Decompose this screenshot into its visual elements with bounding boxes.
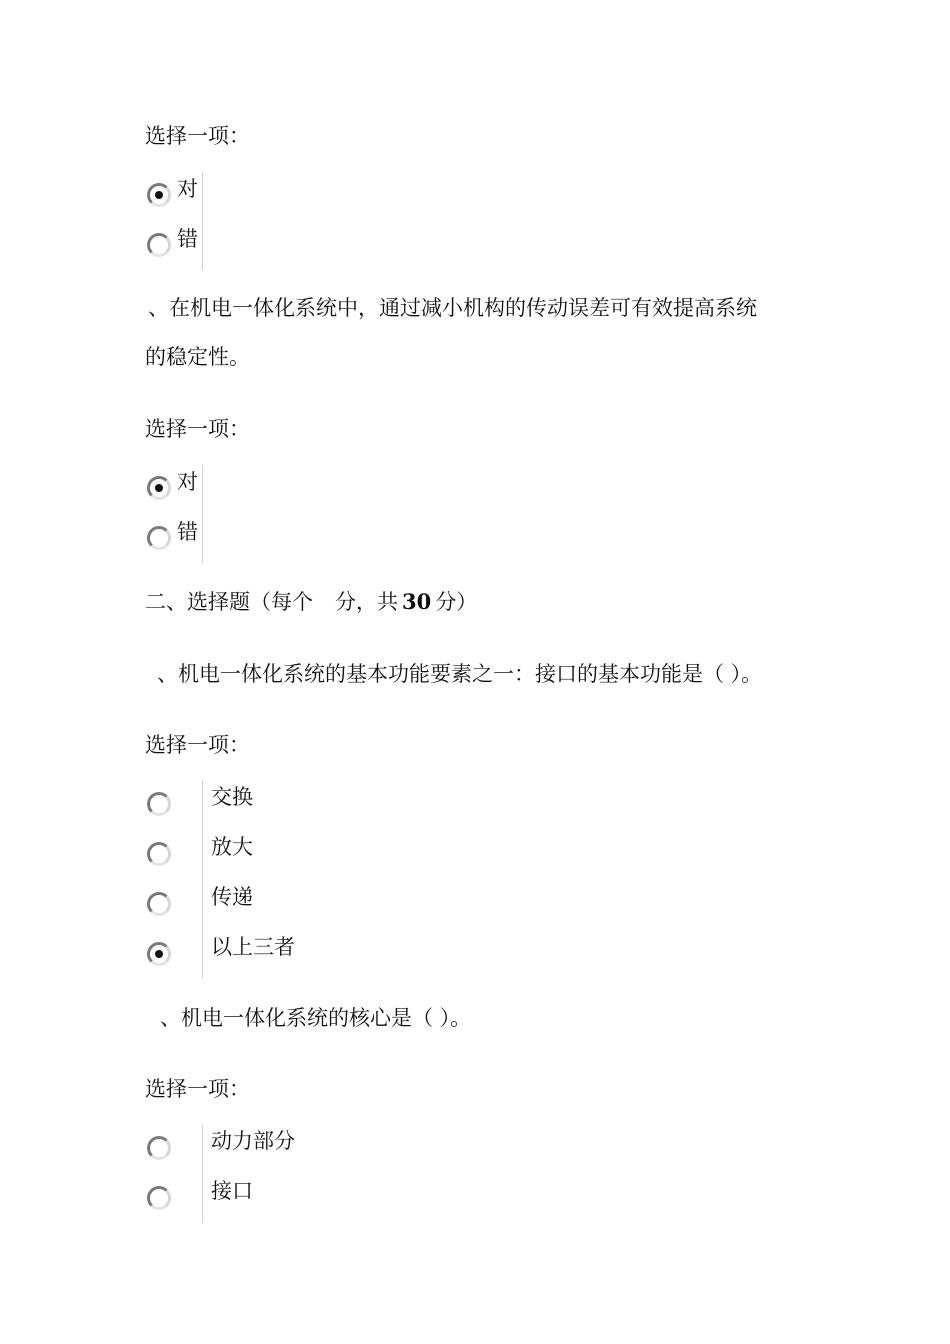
- option-label-b: 放大: [211, 835, 253, 859]
- choose-one-prompt: 选择一项：: [145, 124, 250, 148]
- choose-one-prompt: 选择一项：: [145, 733, 250, 757]
- radio-option-b[interactable]: [147, 1186, 171, 1210]
- radio-option-a[interactable]: [147, 792, 171, 816]
- section-heading-suffix: 分）: [435, 590, 478, 614]
- radio-option-a[interactable]: [147, 1136, 171, 1160]
- option-label-true: 对: [177, 177, 198, 201]
- radio-option-true[interactable]: [147, 476, 171, 500]
- option-label-false: 错: [177, 520, 198, 544]
- radio-option-d[interactable]: [147, 942, 171, 966]
- option-divider: [202, 780, 203, 978]
- option-label-a: 动力部分: [211, 1129, 295, 1153]
- option-label-a: 交换: [211, 785, 253, 809]
- section-heading-middle: 分，共: [335, 590, 398, 614]
- section-heading-prefix: 二、选择题（每个: [145, 590, 313, 614]
- question-text: 、机电一体化系统的基本功能要素之一：接口的基本功能是（ ）。: [157, 662, 763, 686]
- option-divider: [202, 465, 203, 563]
- choose-one-prompt: 选择一项：: [145, 417, 250, 441]
- radio-option-c[interactable]: [147, 892, 171, 916]
- option-label-true: 对: [177, 470, 198, 494]
- option-divider: [202, 1125, 203, 1223]
- question-text-continued: 的稳定性。: [145, 345, 250, 369]
- radio-option-true[interactable]: [147, 183, 171, 207]
- radio-option-false[interactable]: [147, 233, 171, 257]
- choose-one-prompt: 选择一项：: [145, 1077, 250, 1101]
- section-total-score: 30: [402, 589, 432, 614]
- option-label-d: 以上三者: [211, 935, 295, 959]
- question-text: 、在机电一体化系统中，通过减小机构的传动误差可有效提高系统: [148, 296, 757, 320]
- option-label-c: 传递: [211, 885, 253, 909]
- option-label-false: 错: [177, 227, 198, 251]
- option-divider: [202, 172, 203, 270]
- question-text: 、机电一体化系统的核心是（ ）。: [160, 1006, 472, 1030]
- radio-option-b[interactable]: [147, 842, 171, 866]
- option-label-b: 接口: [211, 1179, 253, 1203]
- radio-option-false[interactable]: [147, 526, 171, 550]
- section-heading: [145, 590, 477, 614]
